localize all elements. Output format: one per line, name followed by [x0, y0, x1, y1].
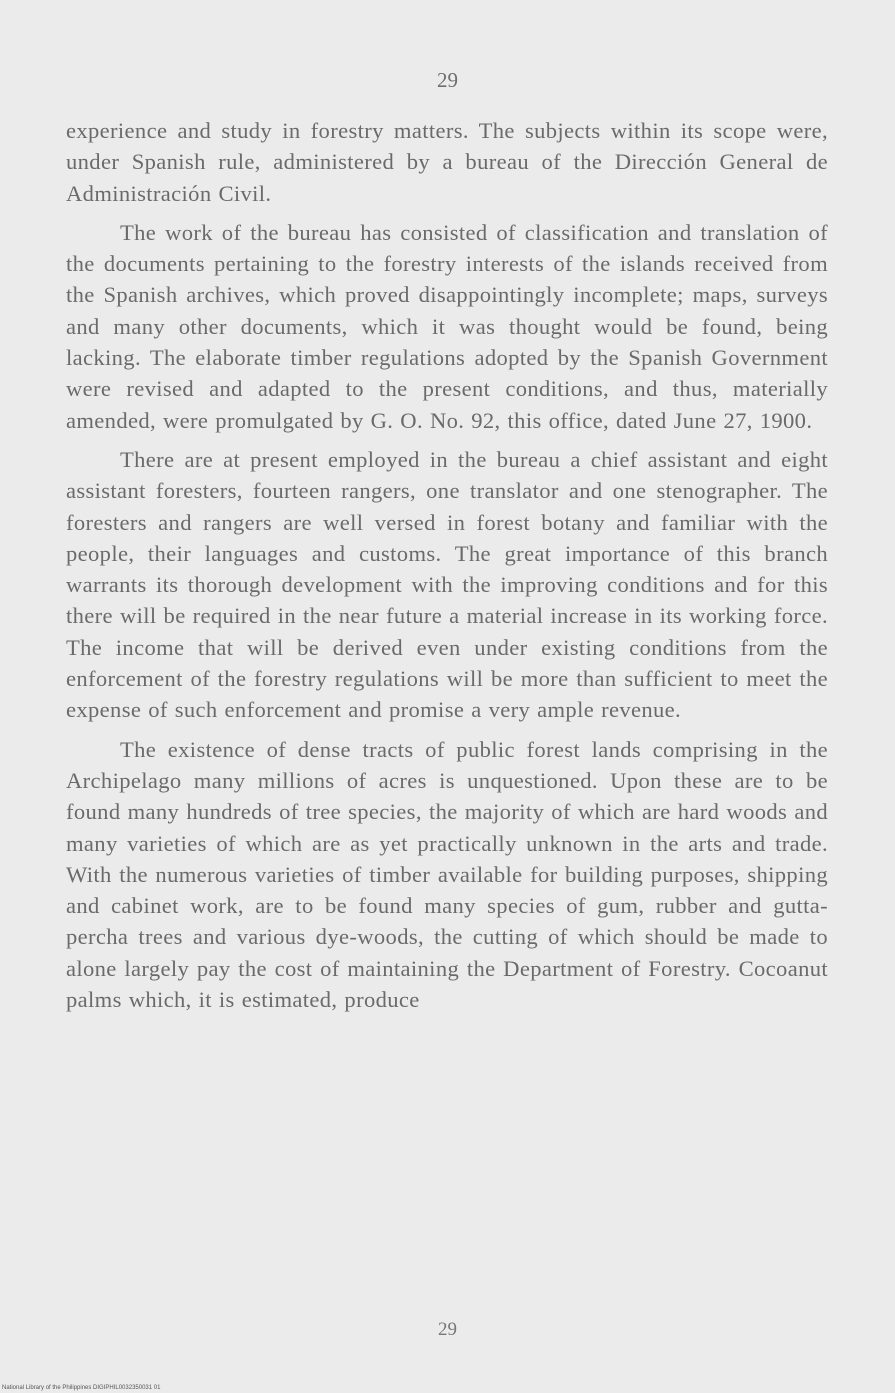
library-source-note: National Library of the Philippines DIGIPHIL0032350031 01	[2, 1385, 161, 1391]
paragraph-4-forest-lands: The existence of dense tracts of public forest lands comprising in the Archipelago many millions of acres is unquestioned. Upon these are to be found many hundreds of tree species, the majority of which are hard woods and many varieties of which are as yet practically unknown in the arts and trade. With the numerous varieties of timber available for building purposes, shipping and cabinet work, are to be found many species of gum, rubber and gutta-percha trees and various dye-woods, the cutting of which should be made to alone largely pay the cost of maintaining the Department of Forestry. Cocoanut palms which, it is estimated, produce	[66, 736, 828, 1013]
paragraph-1-continued: experience and study in forestry matters. The subjects within its scope were, under Spanish rule, administered by a bureau of the Dirección General de Administración Civil.	[66, 118, 828, 206]
paragraph-2-bureau-work: The work of the bureau has consisted of classification and translation of the documents pertaining to the forestry interests of the islands received from the Spanish archives, which proved disappointingly incomplete; maps, surveys and many other documents, which it was thought would be found, being lacking. The elaborate timber regulations adopted by the Spanish Government were revised and adapted to the present conditions, and thus, materially amended, were promulgated by G. O. No. 92, this office, dated June 27, 1900.	[66, 219, 828, 433]
paragraph-3-staff: There are at present employed in the bureau a chief assistant and eight assistant foresters, fourteen rangers, one translator and one stenographer. The foresters and rangers are well versed in forest botany and familiar with the people, their languages and customs. The great importance of this branch warrants its thorough development with the improving conditions and for this there will be required in the near future a material increase in its working force. The income that will be derived even under existing conditions from the enforcement of the forestry regulations will be more than sufficient to meet the expense of such enforcement and promise a very ample revenue.	[66, 446, 828, 723]
body-text	[66, 115, 828, 1015]
page-number-top: 29	[437, 68, 458, 92]
page-number-bottom: 29	[438, 1319, 457, 1340]
